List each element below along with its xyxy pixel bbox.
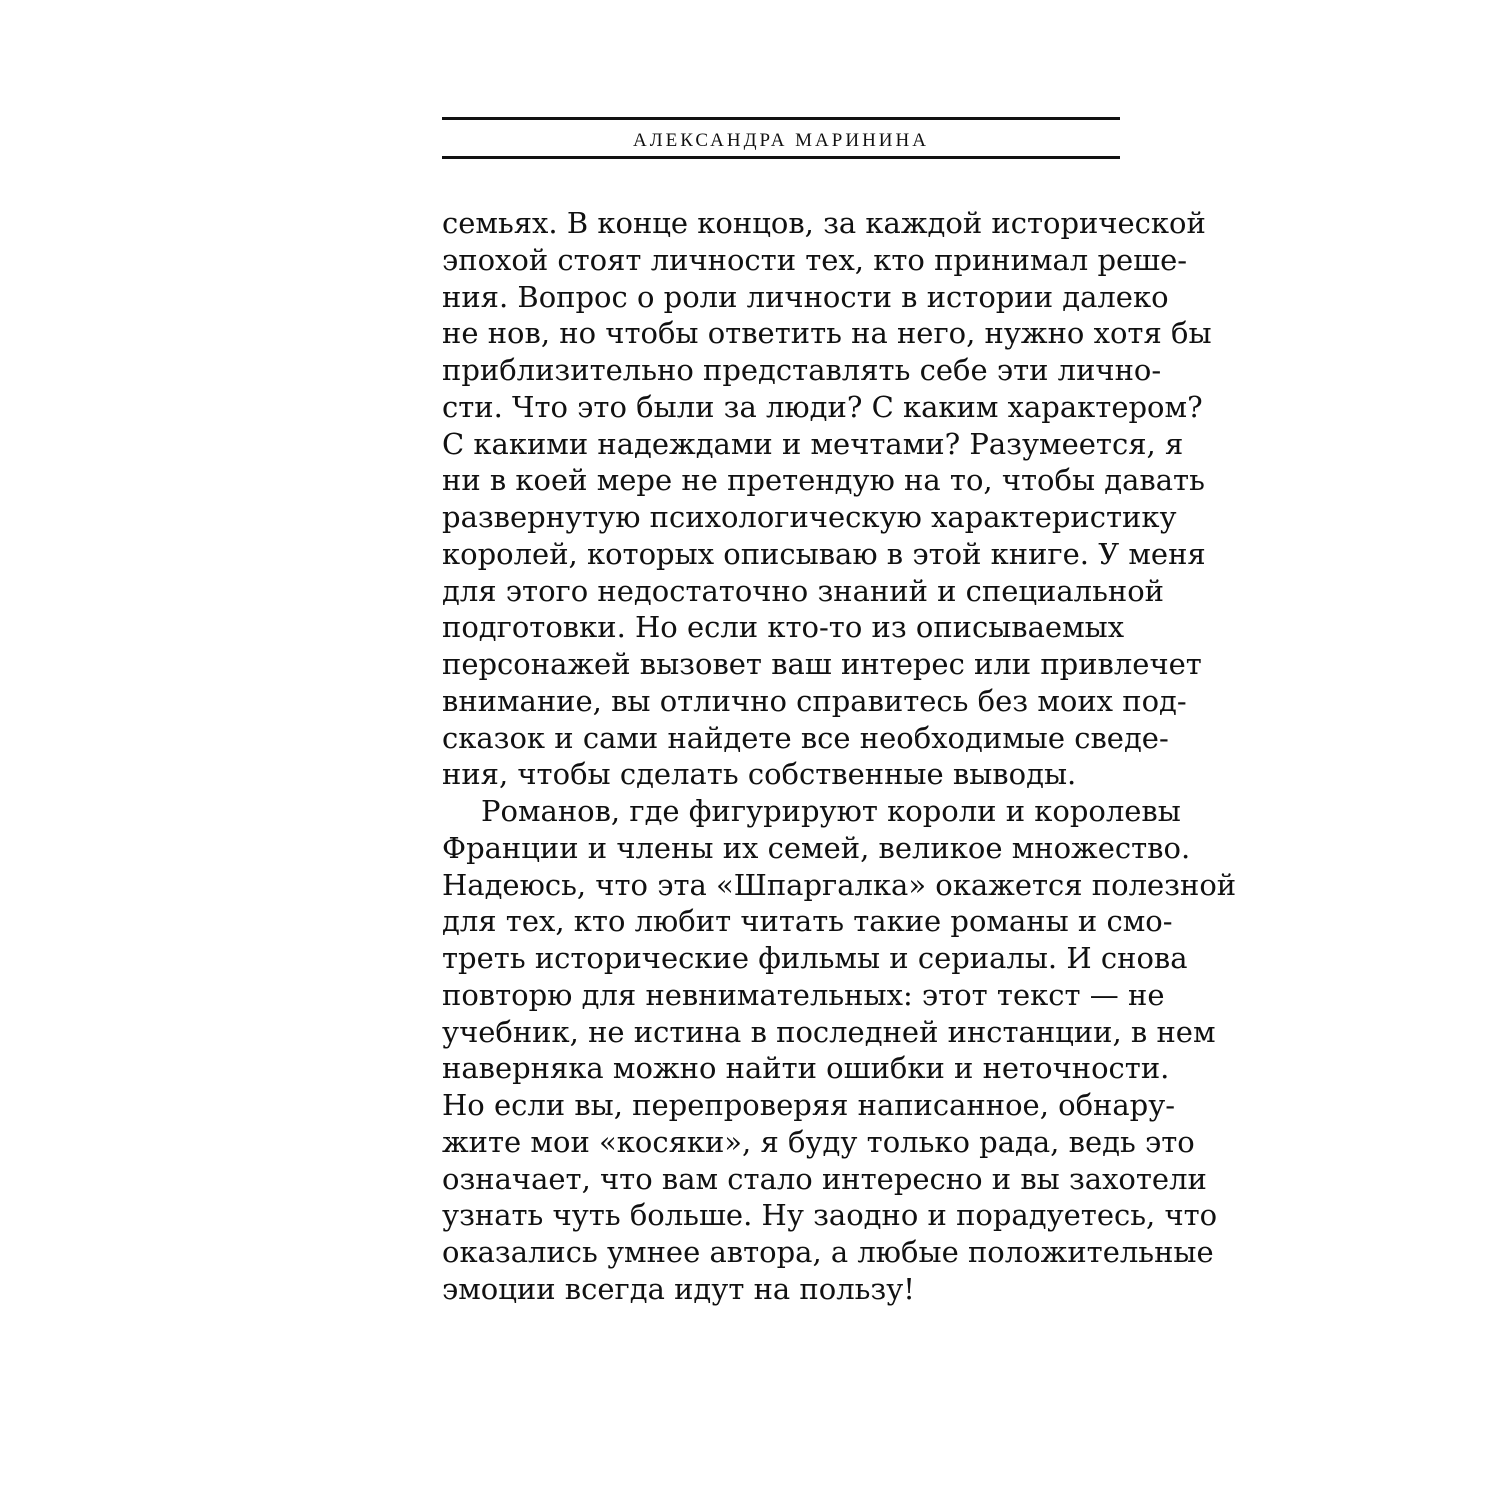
- text-line: сти. Что это были за люди? С каким характером?: [442, 389, 1203, 424]
- text-line: не нов, но чтобы ответить на него, нужно хотя бы: [442, 316, 1212, 351]
- text-line: повторю для невнимательных: этот текст — не: [442, 977, 1165, 1012]
- text-line: Надеюсь, что эта «Шпаргалка» окажется полезной: [442, 867, 1237, 902]
- text-line: Франции и члены их семей, великое множество.: [442, 830, 1191, 865]
- book-page: [442, 0, 1237, 1500]
- text-line: Романов, где фигурируют короли и королевы: [481, 794, 1181, 828]
- header-rule-top: [442, 117, 1120, 120]
- paragraph-2: [442, 793, 1237, 1308]
- text-line: узнать чуть больше. Ну заодно и порадуетесь, что: [442, 1198, 1218, 1233]
- text-line: ния, чтобы сделать собственные выводы.: [442, 757, 1077, 792]
- text-line: внимание, вы отлично справитесь без моих под-: [442, 683, 1187, 718]
- text-line: ни в коей мере не претендую на то, чтобы давать: [442, 463, 1205, 498]
- running-head-author: АЛЕКСАНДРА МАРИНИНА: [633, 130, 929, 151]
- text-line: семьях. В конце концов, за каждой исторической: [442, 206, 1206, 240]
- text-line: приблизительно представлять себе эти лично-: [442, 353, 1162, 387]
- text-line: оказались умнее автора, а любые положительные: [442, 1235, 1214, 1269]
- text-line: подготовки. Но если кто-то из описываемых: [442, 610, 1125, 645]
- text-line: учебник, не истина в последней инстанции, в нем: [442, 1014, 1216, 1049]
- header-rule-bottom: [442, 156, 1120, 159]
- paragraph-1: [442, 205, 1212, 793]
- text-line: ния. Вопрос о роли личности в истории далеко: [442, 279, 1169, 314]
- text-line: С какими надеждами и мечтами? Разумеется, я: [442, 426, 1184, 461]
- text-line: развернутую психологическую характеристику: [442, 500, 1177, 534]
- text-line: сказок и сами найдете все необходимые сведе-: [442, 720, 1169, 755]
- text-line: эмоции всегда идут на пользу!: [442, 1271, 915, 1306]
- text-line: королей, которых описываю в этой книге. У меня: [442, 536, 1206, 571]
- text-line: персонажей вызовет ваш интерес или привлечет: [442, 647, 1202, 681]
- text-line: наверняка можно найти ошибки и неточности.: [442, 1051, 1170, 1086]
- text-line: означает, что вам стало интересно и вы захотели: [442, 1161, 1207, 1196]
- text-line: треть исторические фильмы и сериалы. И снова: [442, 941, 1188, 975]
- text-line: Но если вы, перепроверяя написанное, обнару-: [442, 1088, 1176, 1122]
- text-line: эпохой стоят личности тех, кто принимал реше-: [442, 242, 1188, 277]
- body-text: [442, 205, 1237, 1308]
- text-line: для этого недостаточно знаний и специальной: [442, 573, 1164, 608]
- text-line: для тех, кто любит читать такие романы и смо-: [442, 904, 1173, 939]
- text-line: жите мои «косяки», я буду только рада, ведь это: [442, 1124, 1195, 1159]
